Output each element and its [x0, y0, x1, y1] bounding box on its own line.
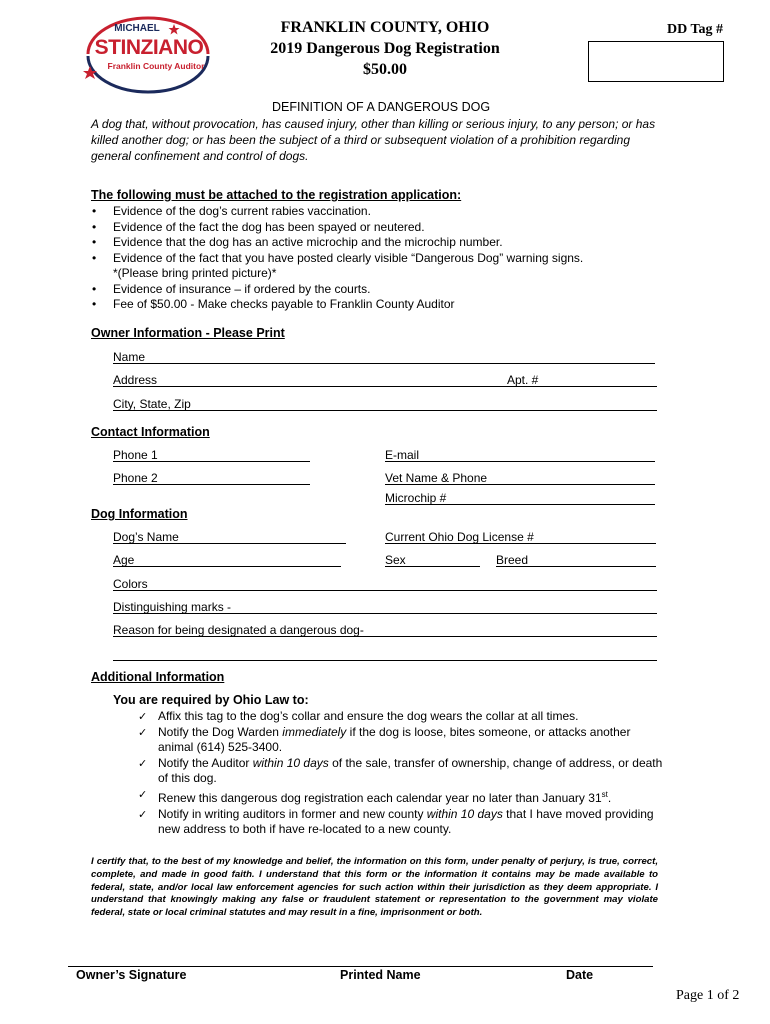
definition-text: A dog that, without provocation, has caused injury, other than killing or serious injury, to any person; or has killed another dog; or has been the subject of a third or subsequent violation of a prohibition regarding general confinement and control of dogs.: [91, 117, 656, 163]
marks-label: Distinguishing marks -: [113, 600, 232, 614]
address-label: Address: [113, 373, 158, 387]
form-title: 2019 Dangerous Dog Registration: [270, 40, 500, 57]
marks-field[interactable]: [113, 613, 657, 614]
address-field[interactable]: [113, 386, 507, 387]
checkmark-icon: ✓: [138, 756, 148, 770]
star-icon: [83, 66, 97, 79]
reason-label: Reason for being designated a dangerous dog-: [113, 623, 364, 637]
breed-label: Breed: [496, 553, 529, 567]
microchip-field[interactable]: [385, 504, 655, 505]
list-item: • Evidence that the dog has an active microchip and the microchip number.: [92, 235, 503, 249]
list-item: • Evidence of the fact that you have posted clearly visible “Dangerous Dog” warning signs. *(Please bring printed picture)*: [92, 250, 584, 280]
list-item: • Evidence of the fact the dog has been spayed or neutered.: [92, 219, 425, 234]
colors-label: Colors: [113, 577, 148, 591]
city-label: City, State, Zip: [113, 397, 191, 411]
owner-heading: Owner Information - Please Print: [91, 326, 285, 340]
reason-field[interactable]: [113, 636, 657, 637]
sex-label: Sex: [385, 553, 406, 567]
email-label: E-mail: [385, 448, 420, 462]
tag-label: DD Tag #: [667, 22, 724, 37]
checkmark-icon: ✓: [138, 807, 148, 821]
signature-line[interactable]: [68, 966, 653, 967]
vet-label: Vet Name & Phone: [385, 471, 488, 485]
form-fee: $50.00: [363, 61, 407, 78]
attachments-list: [91, 204, 691, 313]
logo-last-name: STINZIANO: [94, 36, 204, 59]
auditor-logo: [78, 14, 218, 94]
picture-note: *(Please bring printed picture)*: [113, 266, 277, 280]
phone2-label: Phone 2: [113, 471, 158, 485]
checkmark-icon: ✓: [138, 787, 148, 801]
vet-field[interactable]: [385, 484, 655, 485]
page-number: Page 1 of 2: [676, 988, 740, 1003]
dog-name-label: Dog’s Name: [113, 530, 179, 544]
phone1-label: Phone 1: [113, 448, 158, 462]
license-field[interactable]: [385, 543, 656, 544]
list-item: ✓ Notify the Dog Warden immediately if the dog is loose, bites someone, or attacks another animal (614) 525-3400.: [138, 724, 631, 755]
age-field[interactable]: [113, 566, 341, 567]
checkmark-icon: ✓: [138, 725, 148, 739]
list-item: ✓ Renew this dangerous dog registration each calendar year no later than January 31st.: [138, 787, 612, 805]
date-label: Date: [566, 968, 594, 982]
license-label: Current Ohio Dog License #: [385, 530, 534, 544]
list-item: ✓ Notify the Auditor within 10 days of the sale, transfer of ownership, change of address, or death of this dog.: [138, 755, 663, 786]
sex-field[interactable]: [385, 566, 480, 567]
definition-heading: DEFINITION OF A DANGEROUS DOG: [272, 100, 491, 114]
checkmark-icon: ✓: [138, 710, 148, 723]
law-subheading: You are required by Ohio Law to:: [113, 693, 309, 707]
printed-name-label: Printed Name: [340, 968, 421, 982]
certification-text: I certify that, to the best of my knowledge and belief, the information on this form, under penalty of perjury, is true, correct, complete, and made in good faith. I understand that this form or the information it contains may be made available to federal, state, and/or local law enforcement agencies for such action within their jurisdiction as they deem appropriate. I understand that knowingly making any false or fraudulent statement or representation to the government may violate federal, state or local criminal statutes and may result in a fine, imprisonment or both.: [91, 856, 658, 919]
dog-heading: Dog Information: [91, 507, 188, 521]
logo-first-name: MICHAEL: [114, 23, 160, 34]
form-county: FRANKLIN COUNTY, OHIO: [280, 19, 490, 36]
logo-subtitle: Franklin County Auditor: [107, 61, 205, 71]
reason-field-line-2[interactable]: [113, 660, 657, 661]
contact-heading: Contact Information: [91, 425, 210, 439]
law-requirements-list: [130, 709, 665, 838]
microchip-label: Microchip #: [385, 491, 447, 505]
name-label: Name: [113, 350, 146, 364]
city-field[interactable]: [113, 410, 657, 411]
attachments-heading: The following must be attached to the registration application:: [91, 188, 462, 202]
email-field[interactable]: [385, 461, 655, 462]
tag-number-field[interactable]: [588, 41, 724, 82]
apt-label: Apt. #: [507, 373, 539, 387]
phone2-field[interactable]: [113, 484, 310, 485]
list-item: ✓ Notify in writing auditors in former and new county within 10 days that I have moved providing new address to both if have re-located to a new county.: [138, 806, 654, 837]
name-field[interactable]: [113, 363, 655, 364]
list-item: • Fee of $50.00 - Make checks payable to Franklin County Auditor: [92, 297, 455, 311]
owner-signature-label: Owner’s Signature: [76, 968, 187, 982]
breed-field[interactable]: [496, 566, 656, 567]
list-item: ✓ Affix this tag to the dog’s collar and ensure the dog wears the collar at all times.: [138, 709, 579, 723]
list-item: • Evidence of insurance – if ordered by the courts.: [92, 281, 371, 296]
age-label: Age: [113, 553, 135, 567]
dog-name-field[interactable]: [113, 543, 346, 544]
apt-field[interactable]: [507, 386, 657, 387]
colors-field[interactable]: [113, 590, 657, 591]
phone1-field[interactable]: [113, 461, 310, 462]
additional-heading: Additional Information: [91, 670, 225, 684]
list-item: • Evidence of the dog’s current rabies vaccination.: [92, 204, 371, 218]
